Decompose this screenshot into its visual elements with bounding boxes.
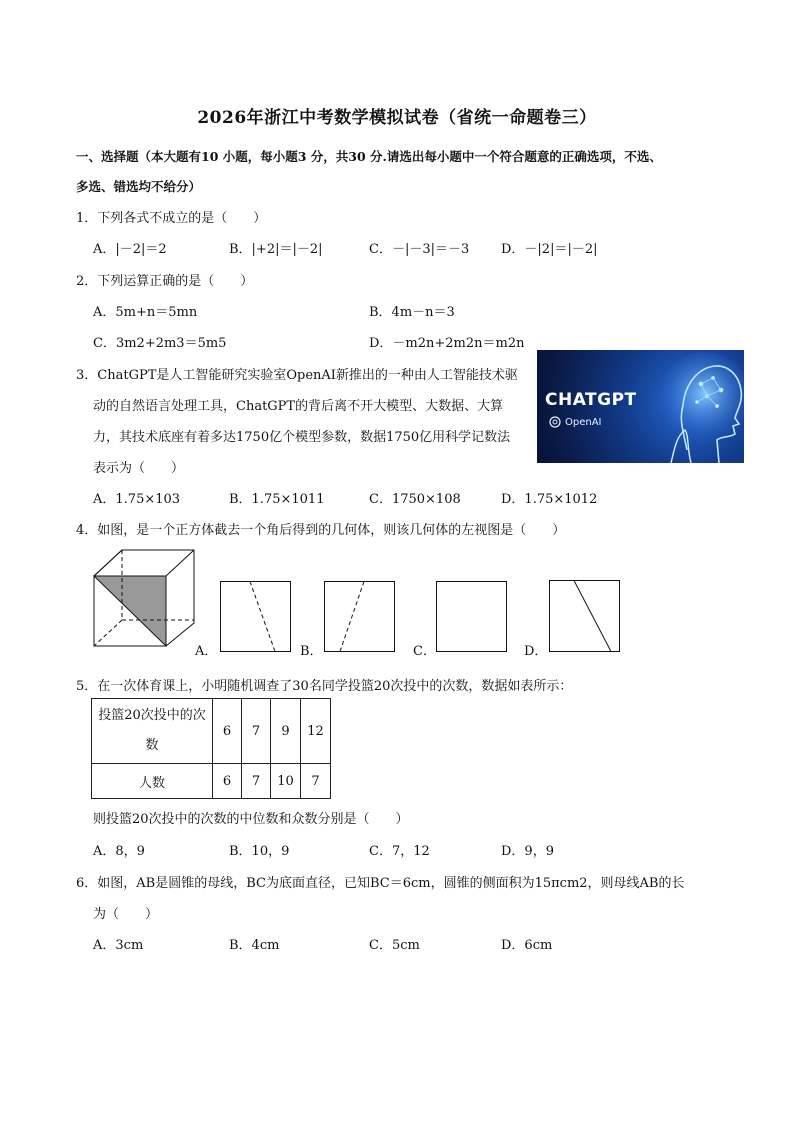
q5-stem: 5．在一次体育课上，小明随机调查了30名同学投篮20次投中的次数，数据如表所示： <box>76 679 573 694</box>
q1-option-b: B．|+2|＝|－2| <box>229 242 323 257</box>
q4-option-b-label: B． <box>300 644 323 659</box>
table-count-cell: 7 <box>301 764 331 799</box>
section-heading-line2: 多选、错选均不给分） <box>76 179 202 194</box>
q3-line3: 力，其技术底座有着多达1750亿个模型参数，数据1750亿用科学记数法 <box>93 430 511 445</box>
q6-option-d: D．6cm <box>501 938 553 953</box>
q3-line1: 3．ChatGPT是人工智能研究实验室OpenAI新推出的一种由人工智能技术驱 <box>76 368 518 383</box>
table-header-line2: 数 <box>145 738 159 753</box>
openai-icon <box>549 416 561 428</box>
table-count-cell: 7 <box>242 764 271 799</box>
q1-stem: 1．下列各式不成立的是（ ） <box>76 211 267 226</box>
q4-option-d-figure <box>549 580 621 653</box>
q6-option-a: A．3cm <box>93 938 144 953</box>
openai-text: OpenAI <box>565 417 602 428</box>
q6-line2: 为（ ） <box>93 907 159 922</box>
table-value-cell: 7 <box>242 699 271 764</box>
table-value-cell: 6 <box>213 699 242 764</box>
q3-option-d: D．1.75×1012 <box>501 492 598 507</box>
q5-option-d: D．9，9 <box>501 844 554 859</box>
q3-line2: 动的自然语言处理工具，ChatGPT的背后离不开大模型、大数据、大算 <box>93 399 504 414</box>
q6-option-c: C．5cm <box>369 938 420 953</box>
ai-head-illustration <box>657 350 744 463</box>
table-value-cell: 12 <box>301 699 331 764</box>
table-header-cell <box>92 699 213 764</box>
table-row-label: 人数 <box>92 764 213 799</box>
q2-option-d: D．－m2n+2m2n＝m2n <box>369 336 525 351</box>
table-count-cell: 6 <box>213 764 242 799</box>
q6-line1: 6．如图，AB是圆锥的母线，BC为底面直径，已知BC＝6cm，圆锥的侧面积为15πcm2，则母线AB的长 <box>76 876 685 891</box>
q5-option-b: B．10，9 <box>229 844 290 859</box>
section-heading-line1: 一、选择题（本大题有10 小题，每小题3 分，共30 分.请选出每小题中一个符合题意的正确选项，不选、 <box>76 149 662 164</box>
q3-option-a: A．1.75×103 <box>93 492 181 507</box>
q4-stem: 4．如图，是一个正方体截去一个角后得到的几何体，则该几何体的左视图是（ ） <box>76 523 566 538</box>
table-header-line1: 投篮20次投中的次 <box>98 708 206 723</box>
table-value-cell: 9 <box>271 699 301 764</box>
table-count-cell: 10 <box>271 764 301 799</box>
q2-stem: 2．下列运算正确的是（ ） <box>76 274 254 289</box>
q3-option-c: C．1750×108 <box>369 492 461 507</box>
q1-option-a: A．|－2|＝2 <box>93 242 167 257</box>
q2-option-a: A．5m+n＝5mn <box>93 305 198 320</box>
q5-option-c: C．7，12 <box>369 844 430 859</box>
q5-question: 则投篮20次投中的次数的中位数和众数分别是（ ） <box>93 812 409 827</box>
q4-option-a-label: A． <box>195 644 218 659</box>
q3-line4: 表示为（ ） <box>93 461 185 476</box>
q1-option-c: C．－|－3|＝－3 <box>369 242 470 257</box>
q4-option-c-label: C． <box>413 644 436 659</box>
q4-option-d-label: D． <box>524 644 548 659</box>
q3-option-b: B．1.75×1011 <box>229 492 325 507</box>
truncated-cube-figure <box>92 548 202 654</box>
q6-option-b: B．4cm <box>229 938 280 953</box>
q4-option-c-figure <box>436 581 508 653</box>
q5-option-a: A．8，9 <box>93 844 145 859</box>
chatgpt-image <box>537 350 744 463</box>
chatgpt-logo-text: CHATGPT <box>545 390 637 410</box>
q1-option-d: D．－|2|＝|－2| <box>501 242 598 257</box>
page-title: 2026年浙江中考数学模拟试卷（省统一命题卷三） <box>197 108 597 128</box>
q4-option-b-figure <box>324 581 396 653</box>
q2-option-c: C．3m2+2m3＝5m5 <box>93 336 227 351</box>
q2-option-b: B．4m－n＝3 <box>369 305 455 320</box>
q5-data-table <box>91 698 331 799</box>
q4-option-a-figure <box>220 581 292 653</box>
